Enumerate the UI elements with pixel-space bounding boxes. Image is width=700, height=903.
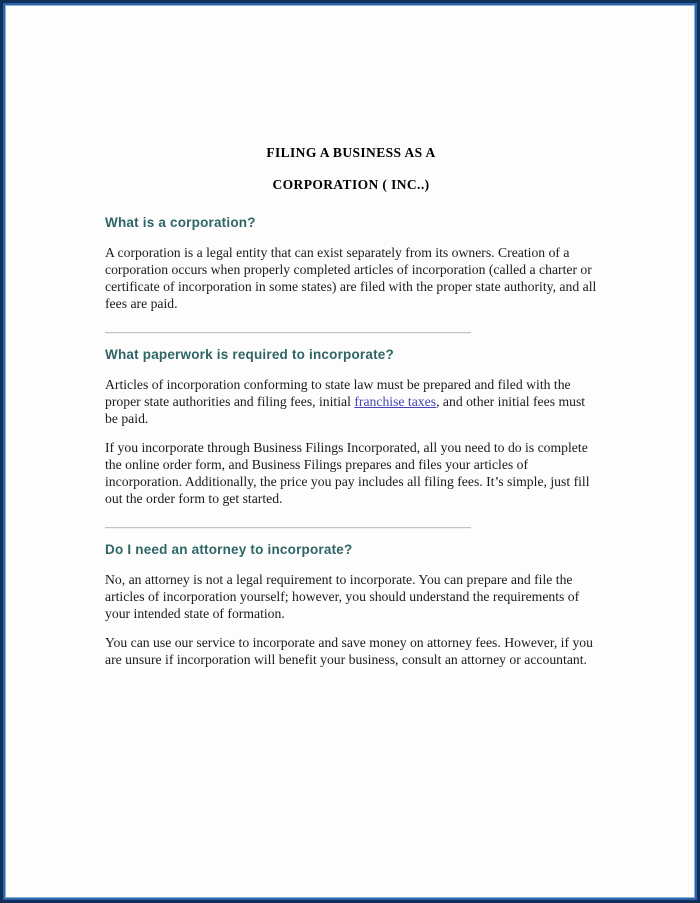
page-border-frame [3,3,697,900]
document-title [105,145,597,193]
paragraph-attorney-not-required: No, an attorney is not a legal requirement to incorporate. You can prepare and file the articles of incorporation yourself; however, you should understand the requirements of your intended state of formation. [105,572,580,621]
document-content [6,145,694,668]
paragraph-what-is-a-corporation: A corporation is a legal entity that can exist separately from its owners. Creation of a corporation occurs when properly completed articles of incorporation (called a charter or certificate of incorporation in some states) are filed with the proper state authority, and all fees are paid. [105,245,597,311]
franchise-taxes-link[interactable]: franchise taxes [354,394,437,409]
title-line-2: CORPORATION ( INC..) [272,177,430,192]
section-heading-what-is-a-corporation: What is a corporation? [105,215,256,230]
section-divider [105,332,471,334]
page-inner [5,5,695,898]
paragraph-text-after-link: , and other initial fees must be paid. [105,394,586,426]
paragraph-text-before-link: Articles of incorporation conforming to state law must be prepared and filed with the proper state authorities and filing fees, initial [105,377,571,409]
paragraph-paperwork-required [105,376,597,427]
paragraph-business-filings: If you incorporate through Business Filings Incorporated, all you need to do is complete the online order form, and Business Filings prepares and files your articles of incorporation. Additionally, the price you pay includes all filing fees. It’s simple, just fill out the order form to get started. [105,440,590,506]
title-line-1: FILING A BUSINESS AS A [266,145,436,160]
section-heading-need-attorney: Do I need an attorney to incorporate? [105,542,353,557]
section-heading-paperwork-required: What paperwork is required to incorporate? [105,347,394,362]
paragraph-use-our-service: You can use our service to incorporate and save money on attorney fees. However, if you are unsure if incorporation will benefit your business, consult an attorney or accountant. [105,635,593,667]
section-divider [105,527,471,529]
